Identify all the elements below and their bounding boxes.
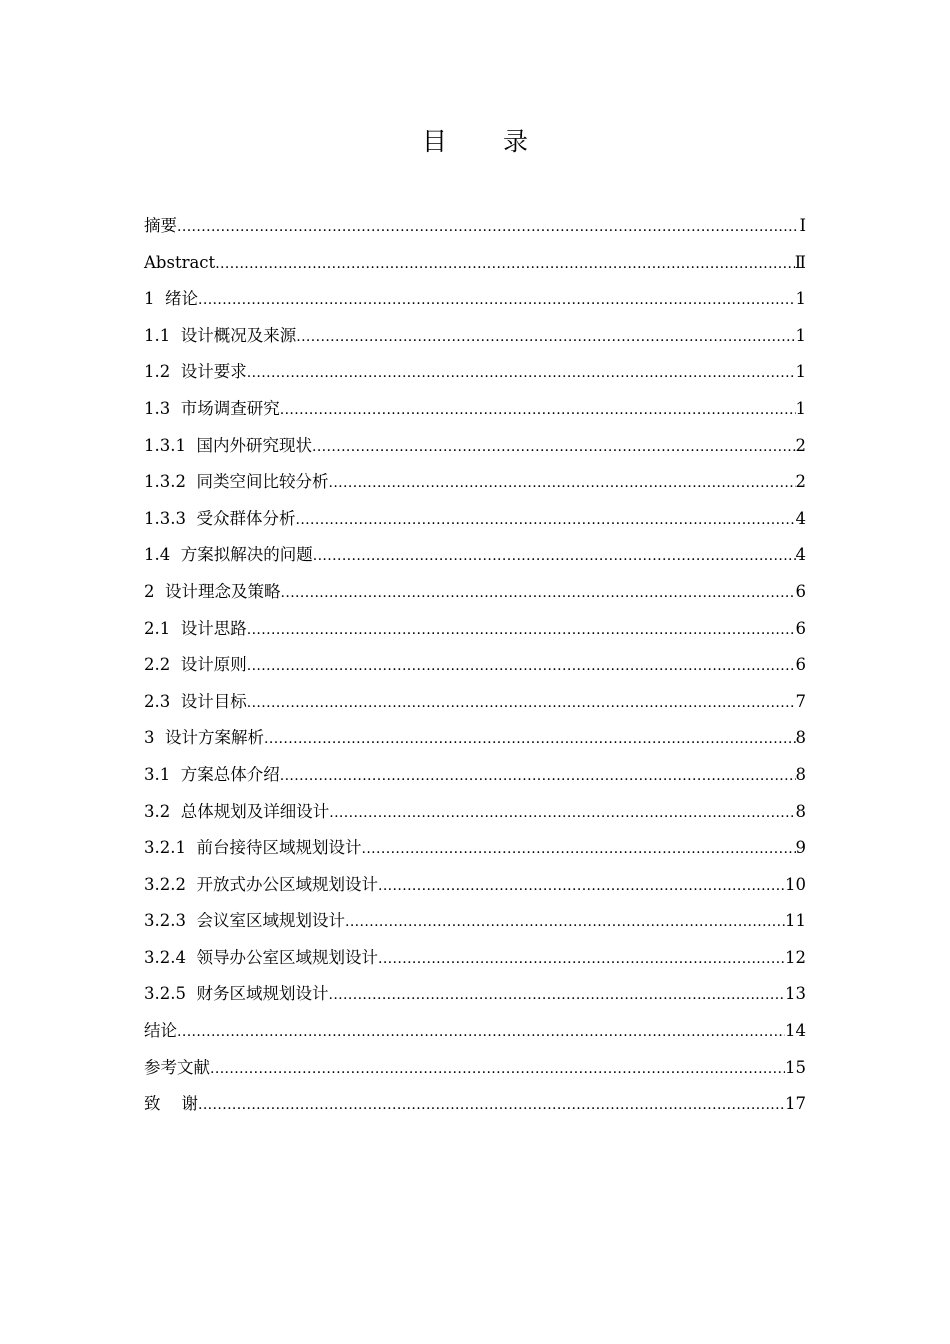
- toc-leader-dots: [210, 1050, 785, 1088]
- toc-leader-dots: [378, 940, 785, 978]
- toc-entry-page: 6: [795, 618, 806, 638]
- toc-entry-label: 2.2 设计原则: [144, 655, 247, 675]
- toc-entry-page: 4: [795, 508, 806, 528]
- toc-leader-dots: [280, 757, 796, 795]
- toc-entry-label: 3.2 总体规划及详细设计: [144, 801, 330, 821]
- toc-entry[interactable]: [144, 501, 806, 538]
- toc-entry-label: 3.2.4 领导办公室区域规划设计: [144, 947, 378, 967]
- toc-leader-dots: [247, 684, 796, 722]
- toc-entry-page: 17: [785, 1094, 806, 1114]
- toc-entry-page: 6: [795, 581, 806, 601]
- toc-leader-dots: [361, 830, 795, 868]
- toc-leader-dots: [313, 537, 796, 575]
- toc-entry-page: 6: [795, 655, 806, 675]
- toc-entry[interactable]: [144, 976, 806, 1013]
- toc-entry-label: 3.2.2 开放式办公区域规划设计: [144, 874, 378, 894]
- toc-entry[interactable]: [144, 940, 806, 977]
- toc-entry[interactable]: [144, 354, 806, 391]
- toc-leader-dots: [345, 903, 785, 941]
- toc-entry[interactable]: [144, 647, 806, 684]
- toc-entry-label: 2.1 设计思路: [144, 618, 247, 638]
- toc-entry[interactable]: [144, 867, 806, 904]
- toc-entry-label: 1 绪论: [144, 289, 198, 309]
- toc-entry-page: 11: [785, 911, 806, 931]
- toc-leader-dots: [247, 647, 796, 685]
- toc-leader-dots: [280, 391, 796, 429]
- toc-leader-dots: [177, 1013, 785, 1051]
- toc-entry[interactable]: [144, 611, 806, 648]
- toc-entry-page: 14: [785, 1021, 806, 1041]
- toc-entry-label: 1.3.1 国内外研究现状: [144, 435, 312, 455]
- toc-entry-page: 8: [795, 728, 806, 748]
- toc-leader-dots: [264, 720, 796, 758]
- toc-entry[interactable]: [144, 684, 806, 721]
- toc-leader-dots: [312, 428, 796, 466]
- toc-entry-page: 12: [785, 947, 806, 967]
- toc-leader-dots: [295, 501, 795, 539]
- toc-entry-label: 结论: [144, 1021, 177, 1041]
- toc-entry-page: 1: [795, 325, 806, 345]
- toc-leader-dots: [198, 281, 796, 319]
- toc-leader-dots: [328, 976, 785, 1014]
- toc-entry-page: 9: [795, 838, 806, 858]
- toc-entry-page: 1: [795, 362, 806, 382]
- toc-leader-dots: [329, 794, 795, 832]
- toc-entry-page: 7: [795, 691, 806, 711]
- toc-leader-dots: [215, 245, 795, 283]
- toc-entry-page: 1: [795, 289, 806, 309]
- toc-entry-label: 3.2.3 会议室区域规划设计: [144, 911, 345, 931]
- toc-entry[interactable]: [144, 245, 806, 282]
- toc-entry[interactable]: [144, 1013, 806, 1050]
- toc-leader-dots: [247, 354, 796, 392]
- toc-entry-page: 10: [785, 874, 806, 894]
- toc-leader-dots: [378, 867, 785, 905]
- toc-entry-label: 1.3 市场调查研究: [144, 398, 280, 418]
- toc-entry[interactable]: [144, 391, 806, 428]
- toc-entry[interactable]: [144, 464, 806, 501]
- toc-entry-page: Ⅱ: [794, 252, 806, 272]
- toc-entry[interactable]: [144, 281, 806, 318]
- toc-entry[interactable]: [144, 574, 806, 611]
- toc-leader-dots: [198, 1086, 785, 1124]
- toc-entry-page: 8: [795, 764, 806, 784]
- toc-entry[interactable]: [144, 794, 806, 831]
- toc-entry-page: 4: [795, 545, 806, 565]
- toc-title: 目 录: [422, 127, 552, 156]
- toc-entry-page: 1: [795, 398, 806, 418]
- toc-entry-label: 1.3.2 同类空间比较分析: [144, 472, 329, 492]
- toc-entry[interactable]: [144, 903, 806, 940]
- toc-list: [144, 208, 806, 1123]
- toc-entry[interactable]: [144, 1050, 806, 1087]
- toc-entry-label: 1.1 设计概况及来源: [144, 325, 297, 345]
- toc-entry[interactable]: [144, 757, 806, 794]
- toc-entry-label: 1.4 方案拟解决的问题: [144, 545, 313, 565]
- toc-entry[interactable]: [144, 720, 806, 757]
- toc-entry-page: 15: [785, 1057, 806, 1077]
- toc-entry-label: Abstract: [144, 252, 216, 272]
- toc-entry-page: 2: [795, 435, 806, 455]
- toc-entry[interactable]: [144, 830, 806, 867]
- toc-entry-page: 13: [785, 984, 806, 1004]
- toc-entry-label: 2 设计理念及策略: [144, 581, 281, 601]
- toc-entry[interactable]: [144, 537, 806, 574]
- toc-entry-label: 1.3.3 受众群体分析: [144, 508, 296, 528]
- toc-leader-dots: [281, 574, 796, 612]
- toc-entry-page: 2: [795, 472, 806, 492]
- toc-entry-label: 3.2.1 前台接待区域规划设计: [144, 838, 362, 858]
- toc-entry-label: 摘要: [144, 216, 177, 235]
- toc-entry-label: 3.2.5 财务区域规划设计: [144, 984, 329, 1004]
- toc-leader-dots: [328, 464, 795, 502]
- toc-entry-label: 1.2 设计要求: [144, 362, 247, 382]
- toc-entry-label: 参考文献: [144, 1057, 210, 1077]
- toc-entry-label: 3 设计方案解析: [144, 728, 264, 748]
- toc-entry-page: 8: [795, 801, 806, 821]
- toc-entry-label: 2.3 设计目标: [144, 691, 247, 711]
- toc-entry[interactable]: [144, 428, 806, 465]
- toc-leader-dots: [296, 318, 795, 356]
- toc-entry-page: Ⅰ: [799, 216, 806, 235]
- toc-entry[interactable]: [144, 208, 806, 245]
- toc-entry[interactable]: [144, 318, 806, 355]
- toc-leader-dots: [177, 208, 799, 246]
- toc-entry[interactable]: [144, 1086, 806, 1123]
- toc-entry-label: 致 谢: [144, 1094, 198, 1114]
- toc-leader-dots: [247, 611, 796, 649]
- toc-entry-label: 3.1 方案总体介绍: [144, 764, 280, 784]
